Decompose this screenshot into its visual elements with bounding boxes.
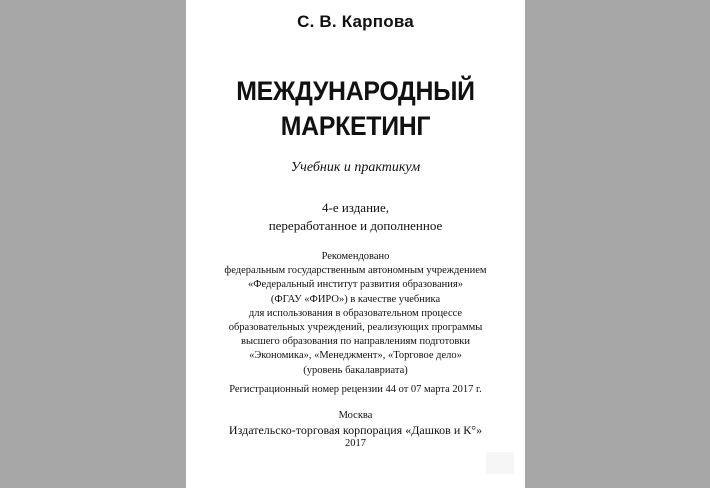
document-page xyxy=(186,0,525,488)
edition-line: 4-е издание, xyxy=(321,200,390,215)
recommendation-block xyxy=(180,250,531,378)
registration-number: Регистрационный номер рецензии 44 от 07 марта 2017 г. xyxy=(229,384,482,395)
recommendation-line: для использования в образовательном процессе xyxy=(248,307,463,319)
edition-line: переработанное и дополненное xyxy=(268,218,443,233)
page-corner-mark xyxy=(486,452,514,474)
publisher-city: Москва xyxy=(338,410,373,421)
recommendation-line: федеральным государственным автономным учреждением xyxy=(224,265,487,277)
title-line: МЕЖДУНАРОДНЫЙ xyxy=(236,76,475,106)
title-line: МАРКЕТИНГ xyxy=(280,111,431,141)
book-subtitle: Учебник и практикум xyxy=(290,160,421,175)
recommendation-line: Рекомендовано xyxy=(321,251,390,262)
recommendation-line: «Экономика», «Менеджмент», «Торговое дело» xyxy=(249,350,462,362)
recommendation-line: «Федеральный институт развития образования» xyxy=(248,279,463,291)
recommendation-line: высшего образования по направлениям подготовки xyxy=(240,336,471,348)
recommendation-line: (уровень бакалавриата) xyxy=(303,364,408,376)
author-name: С. В. Карпова xyxy=(297,12,414,31)
publication-year: 2017 xyxy=(345,437,366,449)
recommendation-line: образовательных учреждений, реализующих программы xyxy=(228,322,483,334)
edition-info xyxy=(186,199,525,235)
publisher-name: Издательско-торговая корпорация «Дашков и К°» xyxy=(228,422,483,437)
recommendation-line: (ФГАУ «ФИРО») в качестве учебника xyxy=(270,293,441,305)
publisher-block xyxy=(186,409,525,450)
book-title xyxy=(200,74,512,144)
